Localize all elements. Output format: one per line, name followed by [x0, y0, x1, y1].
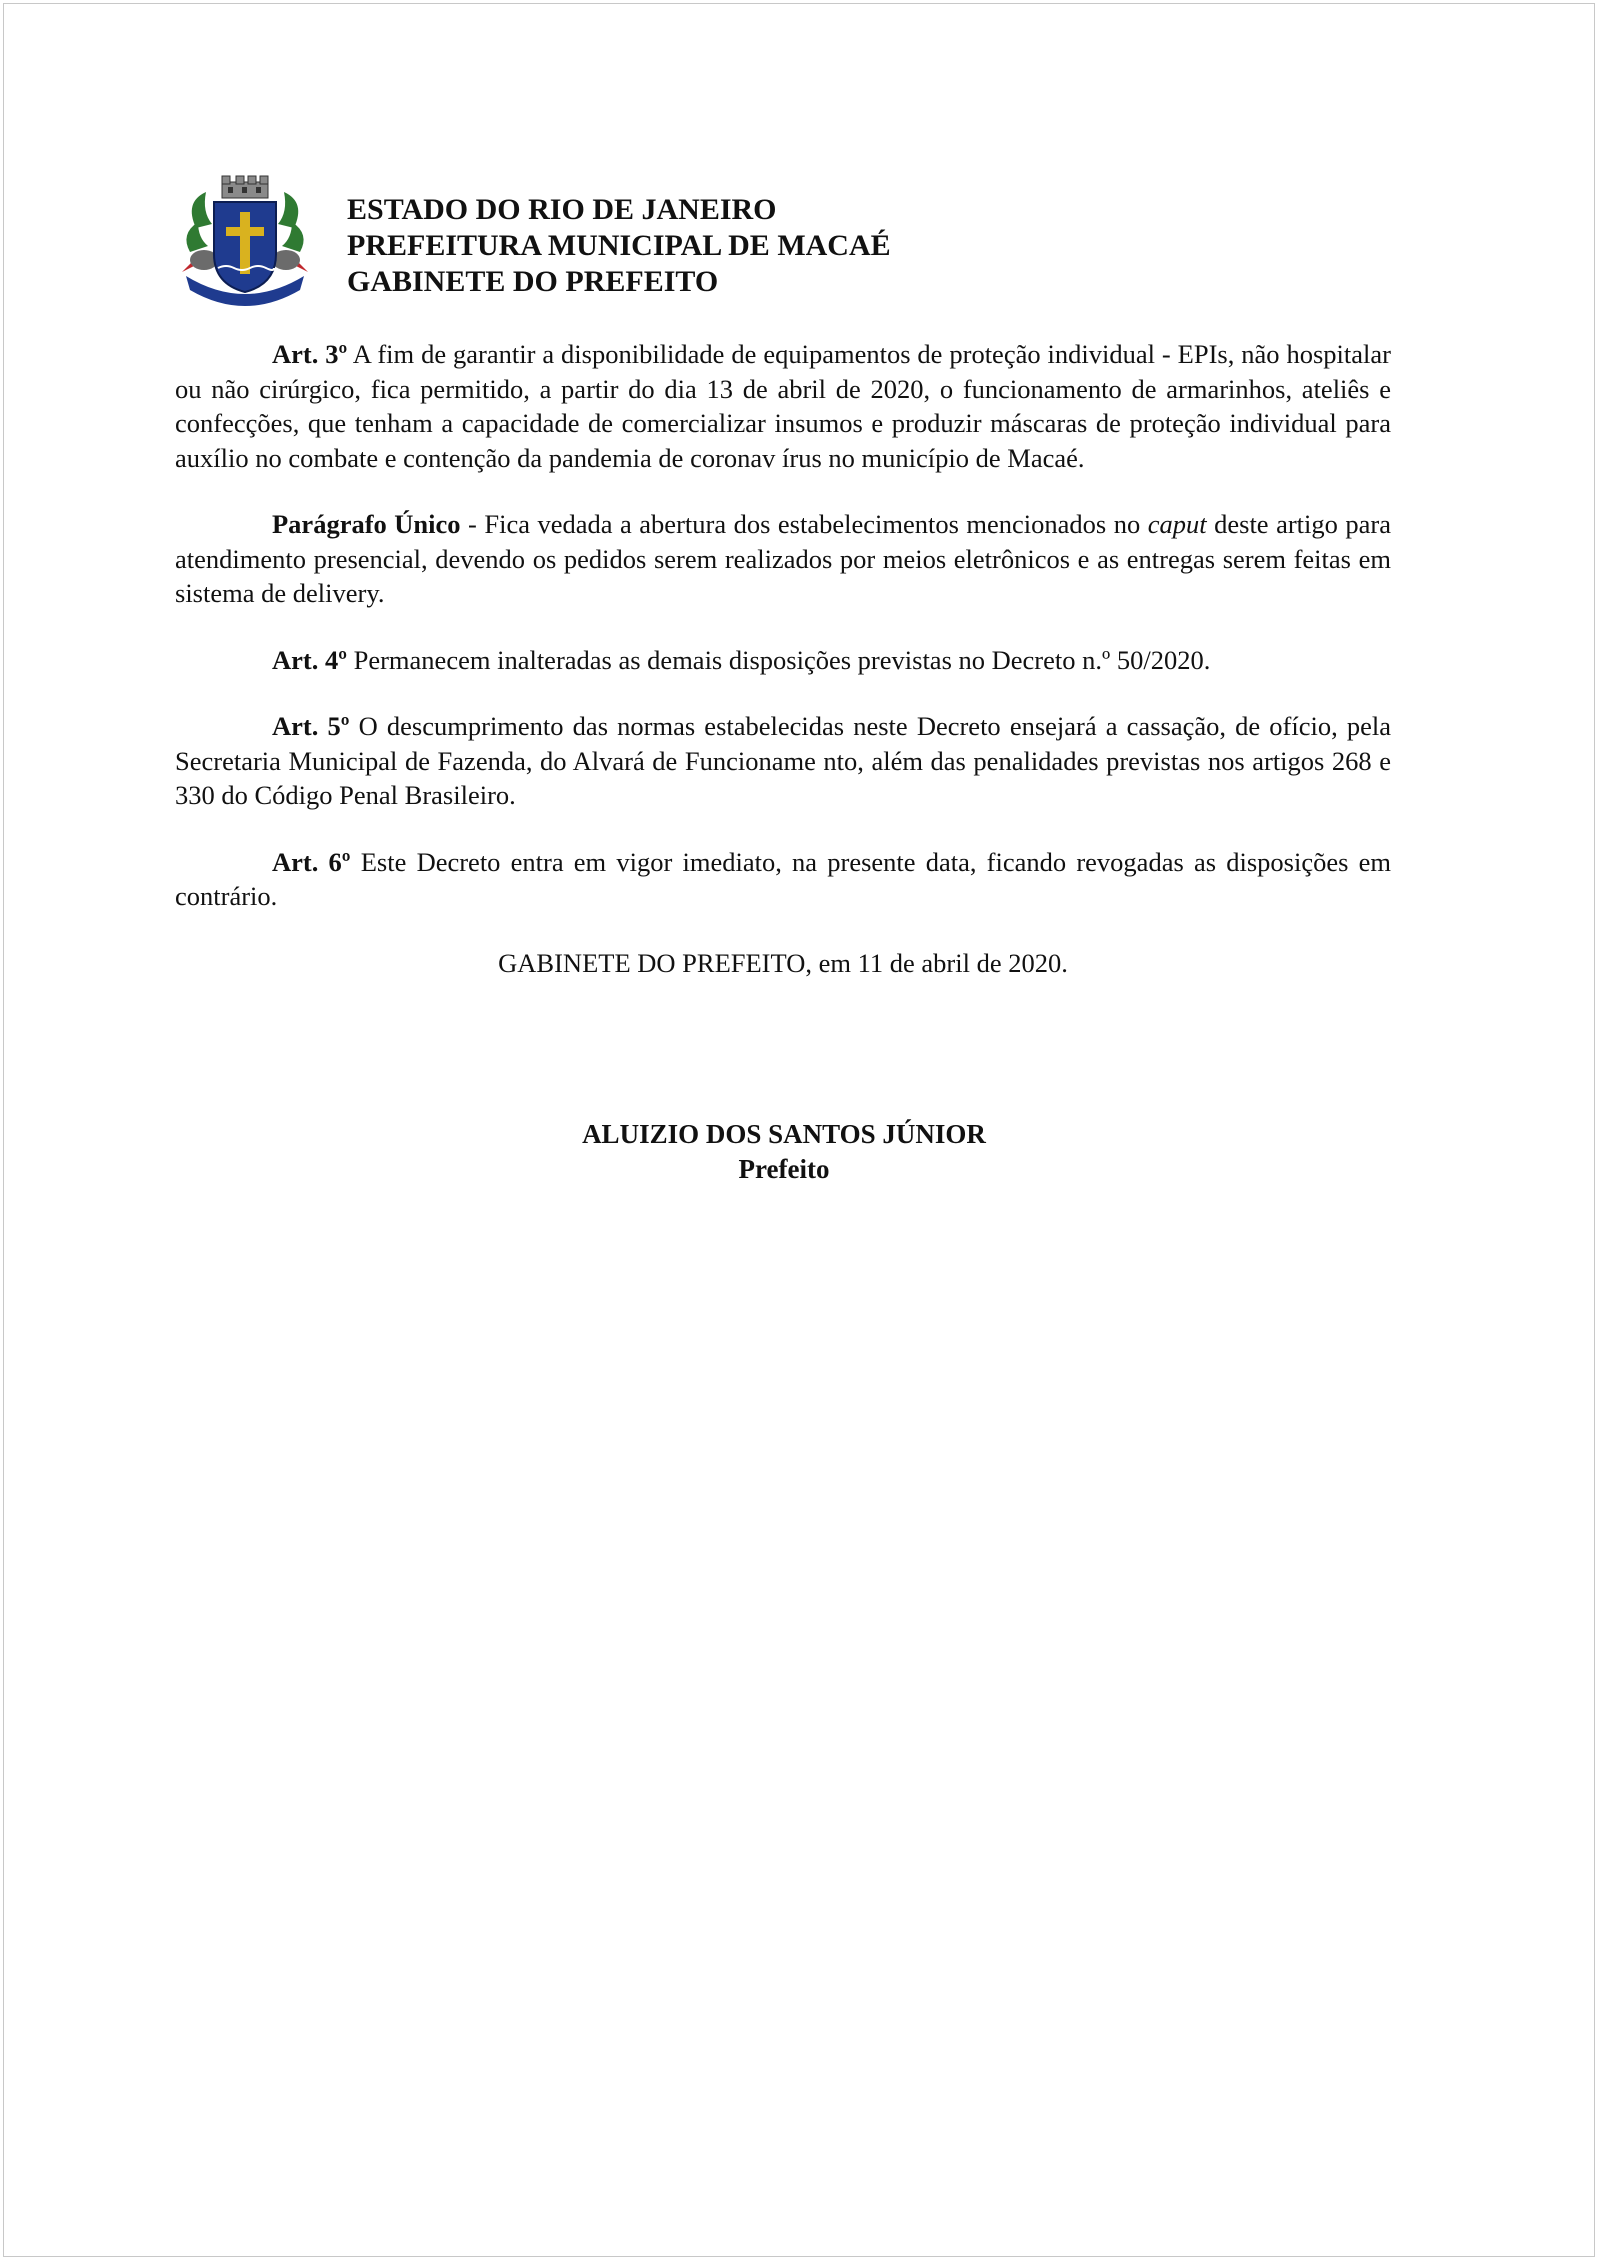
header-prefecture: PREFEITURA MUNICIPAL DE MACAÉ [347, 229, 891, 262]
article-label: Art. 5º [272, 711, 350, 741]
article-6 [175, 845, 1391, 914]
header-state: ESTADO DO RIO DE JANEIRO [347, 193, 777, 226]
letterhead-text [347, 192, 891, 300]
header-office: GABINETE DO PREFEITO [347, 265, 719, 298]
article-4 [175, 643, 1391, 678]
sole-paragraph [175, 507, 1391, 611]
signatory-name: ALUIZIO DOS SANTOS JÚNIOR [582, 1119, 986, 1149]
article-text: Este Decreto entra em vigor imediato, na presente data, ficando revogadas as disposições em contrário. [175, 846, 1391, 911]
article-label: Art. 6º [272, 846, 351, 877]
article-5 [175, 709, 1391, 813]
article-text: Permanecem inalteradas as demais disposições previstas no Decreto n.º 50/2020. [346, 644, 1211, 675]
article-label: Parágrafo Único [272, 509, 461, 539]
article-text: deste artigo para atendimento presencial, devendo os pedidos serem realizados por meios eletrônicos e as entregas serem feitas em sistema de delivery. [175, 509, 1391, 608]
article-text: O descumprimento das normas estabelecidas neste Decreto ensejará a cassação, de ofício, pela Secretaria Municipal de Fazenda, do Alvará de Funcioname nto, além das penalidades previstas nos artigos 268 e 330 do Código Penal Brasileiro. [175, 711, 1391, 810]
article-label: Art. 4º [272, 644, 347, 675]
article-label: Art. 3º [272, 339, 348, 369]
article-italic-term: caput [1147, 509, 1207, 539]
letterhead [176, 172, 1176, 307]
article-text: - Fica vedada a abertura dos estabelecimentos mencionados no [460, 509, 1148, 539]
article-3 [175, 337, 1391, 475]
coat-of-arms-icon [176, 172, 314, 306]
article-text: A fim de garantir a disponibilidade de equipamentos de proteção individual - EPIs, não hospitalar ou não cirúrgico, fica permitido, a partir do dia 13 de abril de 2020, o funcionamento de armarinhos, ateliês e confecções, que tenham a capacidade de comercializar insumos e produzir máscaras de proteção individual para auxílio no combate e contenção da pandemia de coronav írus no município de Macaé. [175, 339, 1391, 473]
signature-block [0, 1117, 1568, 1187]
signatory-title: Prefeito [738, 1154, 830, 1184]
dateline: GABINETE DO PREFEITO, em 11 de abril de 2020. [498, 947, 1068, 978]
document-body [175, 337, 1391, 980]
